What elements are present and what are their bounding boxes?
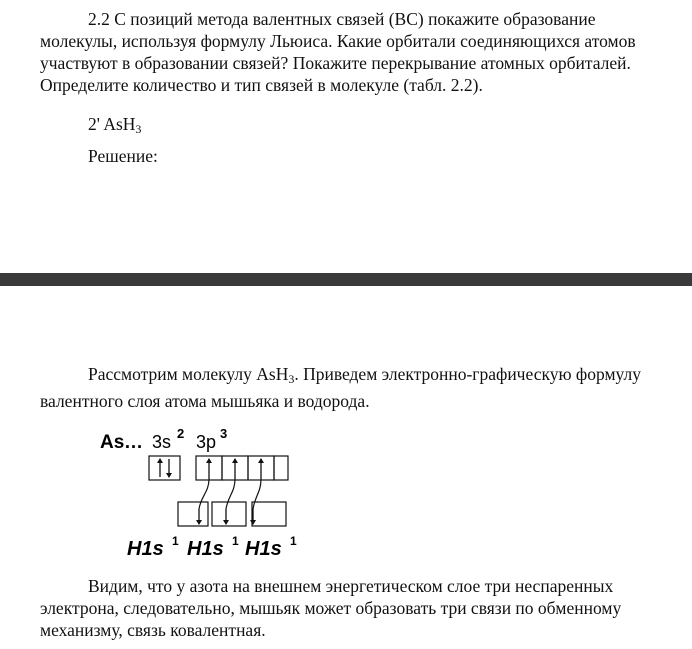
p-level-label: 3p: [196, 432, 217, 452]
s-level-label: 3s: [152, 432, 172, 452]
task-variant: 2' AsH$_3$: [88, 114, 142, 136]
h-exp-1: 1: [172, 534, 179, 548]
h-label-2: H1s: [187, 538, 224, 560]
h-label-3: H1s: [245, 538, 282, 560]
h-label-1: H1s: [127, 538, 164, 560]
h-orbital-cell-2: [212, 502, 246, 526]
h-orbital-cell-3: [252, 502, 286, 526]
bond-line-3: [253, 479, 261, 509]
s-exponent: 2: [177, 426, 185, 441]
h-exp-2: 1: [232, 534, 239, 548]
h-orbital-cell-1: [178, 502, 208, 526]
h-exp-3: 1: [290, 534, 297, 548]
h-down-arrow-icon-1: [196, 509, 202, 525]
p-up-arrow-icon-1: [206, 458, 212, 479]
solution-label: Решение:: [88, 146, 158, 166]
h-down-arrow-icon-2: [223, 509, 229, 525]
intro-paragraph: Рассмотрим молекулу AsH$_3$. Приведем электронно-графическую формулу валентного слоя атома мышьяка и водорода.: [40, 364, 642, 411]
p-up-arrow-icon-3: [258, 458, 264, 479]
down-arrow-icon: [166, 459, 172, 478]
task-text: 2.2 С позиций метода валентных связей (ВС) покажите образование молекулы, используя формулу Льюиса. Какие орбитали соединяющихся атомов участвуют в образовании связей? Покажите перекрывание атомных орбиталей. Определите количество и тип связей в молекуле (табл. 2.2).: [40, 9, 636, 95]
bond-line-2: [226, 479, 235, 509]
h-down-arrow-icon-3: [250, 509, 256, 525]
conclusion-paragraph: Видим, что у азота на внешнем энергетическом слое три неспаренных электрона, следовательно, мышьяк может образовать три связи по обменному механизму, связь ковалентная.: [40, 576, 622, 640]
atom-label: As: [100, 432, 125, 453]
up-arrow-icon: [157, 458, 163, 477]
p-up-arrow-icon-2: [232, 458, 238, 479]
p-exponent: 3: [220, 426, 228, 441]
p-orbital-cell-extra: [274, 456, 288, 480]
s-orbital-cell: [149, 456, 180, 480]
atom-dots: …: [124, 432, 143, 453]
